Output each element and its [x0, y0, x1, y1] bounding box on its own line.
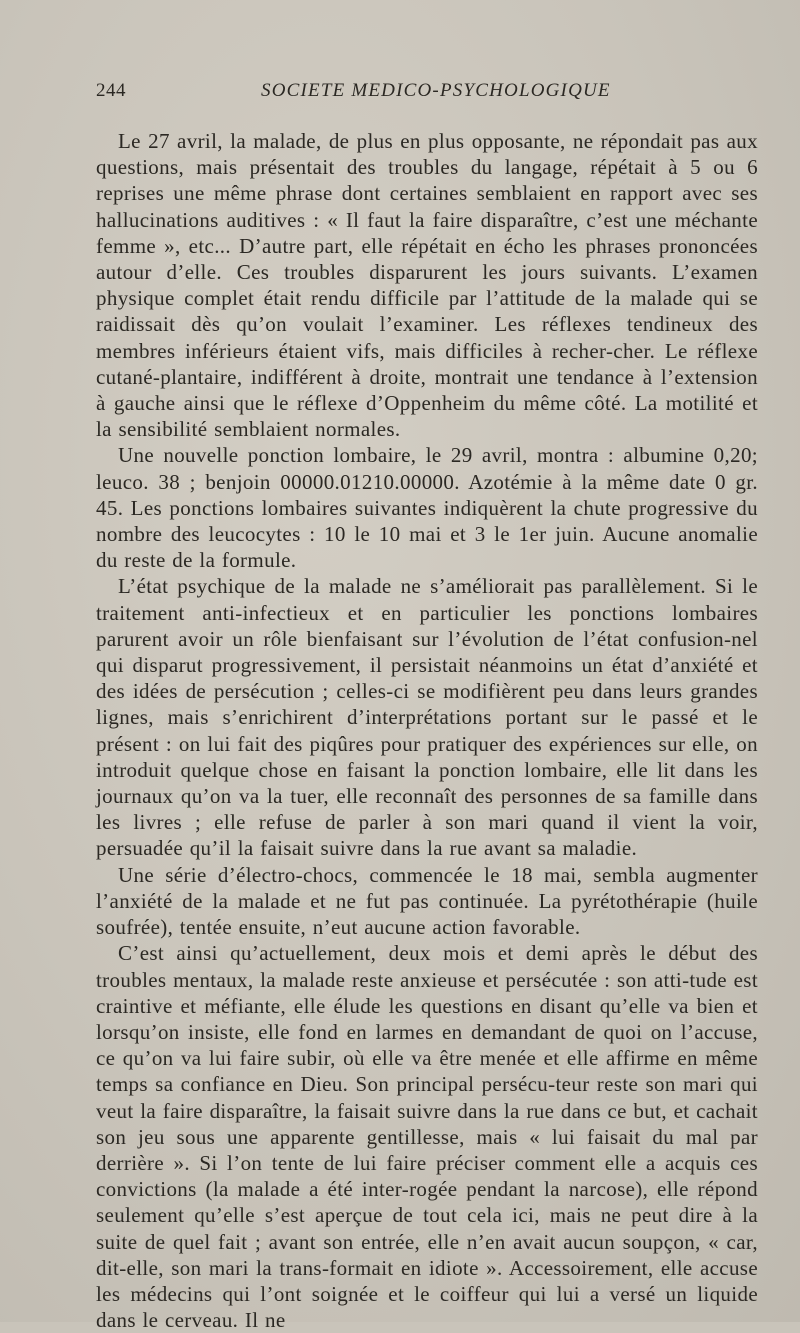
running-head: [96, 80, 696, 110]
paragraph-5: C’est ainsi qu’actuellement, deux mois et demi après le début des troubles mentaux, la malade reste anxieuse et persécutée : son atti-tude est craintive et méfiante, elle élude les questions en disant qu’elle va bien et lorsqu’on insiste, elle fond en larmes en demandant de quoi on l’accuse, ce qu’on va lui faire subir, où elle va être menée et elle affirme en même temps sa confiance en Dieu. Son principal persécu-teur reste son mari qui veut la faire disparaître, la faisait suivre dans la rue dans ce but, et cachait son jeu sous une apparente gentillesse, mais « lui faisait du mal par derrière ». Si l’on tente de lui faire préciser comment elle a acquis ces convictions (la malade a été inter-rogée pendant la narcose), elle répond seulement qu’elle s’est aperçue de tout cela ici, mais ne peut dire à la suite de quel fait ; avant son entrée, elle n’en avait aucun soupçon, « car, dit-elle, son mari la trans-formait en idiote ». Accessoirement, elle accuse les médecins qui l’ont soignée et le coiffeur qui lui a versé un liquide dans le cerveau. Il ne: [96, 941, 758, 1333]
body-text: [96, 128, 758, 1333]
page-number: 244: [96, 80, 126, 101]
paragraph-3: L’état psychique de la malade ne s’améliorait pas parallèlement. Si le traitement anti-infectieux et en particulier les ponctions lombaires parurent avoir un rôle bienfaisant sur l’évolution de l’état confusion-nel qui disparut progressivement, il persistait néanmoins un état d’anxiété et des idées de persécution ; celles-ci se modifièrent peu dans leurs grandes lignes, mais s’enrichirent d’interprétations portant sur le passé et le présent : on lui fait des piqûres pour pratiquer des expériences sur elle, on introduit quelque chose en faisant la ponction lombaire, elle lit dans les journaux qu’on va la tuer, elle reconnaît des personnes de sa famille dans les livres ; elle refuse de parler à son mari quand il vient la voir, persuadée qu’il la faisait suivre dans la rue avant sa maladie.: [96, 574, 758, 861]
paragraph-1: Le 27 avril, la malade, de plus en plus opposante, ne répondait pas aux questions, mais présentait des troubles du langage, répétait à 5 ou 6 reprises une même phrase dont certaines semblaient en rapport avec ses hallucinations auditives : « Il faut la faire disparaître, c’est une méchante femme », etc... D’autre part, elle répétait en écho les phrases prononcées autour d’elle. Ces troubles disparurent les jours suivants. L’examen physique complet était rendu difficile par l’attitude de la malade qui se raidissait dès qu’on voulait l’examiner. Les réflexes tendineux des membres inférieurs étaient vifs, mais difficiles à recher-cher. Le réflexe cutané-plantaire, indifférent à droite, montrait une tendance à l’extension à gauche ainsi que le réflexe d’Oppenheim du même côté. La motilité et la sensibilité semblaient normales.: [96, 129, 758, 442]
paragraph-2: Une nouvelle ponction lombaire, le 29 avril, montra : albumine 0,20; leuco. 38 ; benjoin 00000.01210.00000. Azotémie à la même date 0 gr. 45. Les ponctions lombaires suivantes indiquèrent la chute progressive du nombre des leucocytes : 10 le 10 mai et 3 le 1er juin. Aucune anomalie du reste de la formule.: [96, 443, 758, 573]
journal-title: SOCIETE MEDICO-PSYCHOLOGIQUE: [261, 80, 611, 101]
paragraph-4: Une série d’électro-chocs, commencée le 18 mai, sembla augmenter l’anxiété de la malade et ne fut pas continuée. La pyrétothérapie (huile soufrée), tentée ensuite, n’eut aucune action favorable.: [96, 862, 758, 940]
